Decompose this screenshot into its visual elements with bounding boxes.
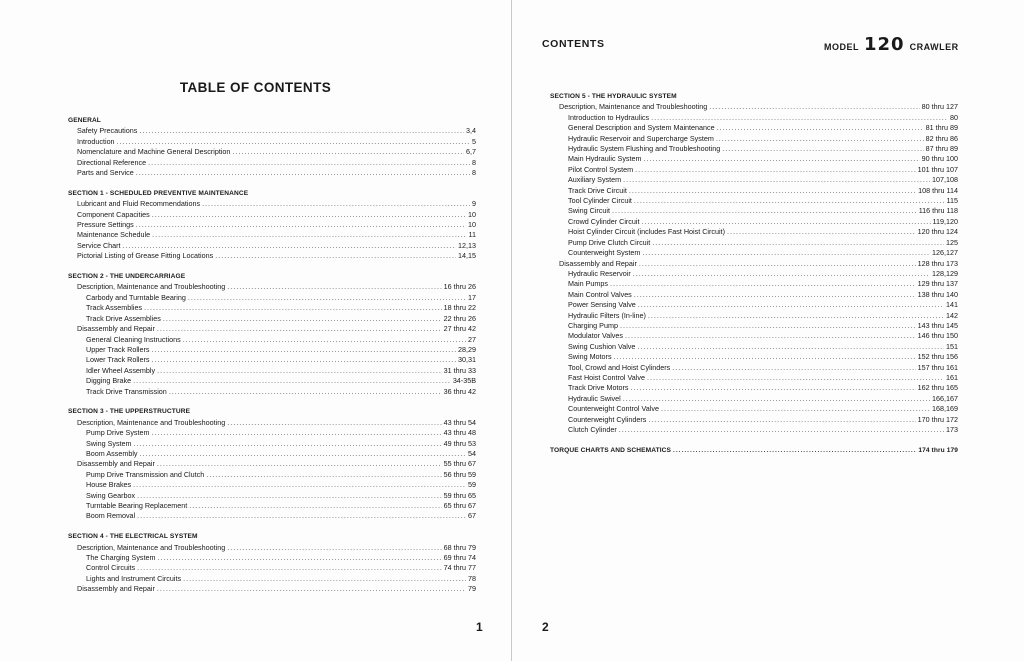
leader-dots <box>206 470 441 480</box>
toc-entry <box>550 342 958 352</box>
toc-entry-label: Turntable Bearing Replacement <box>86 500 188 510</box>
toc-entry-page: 14,15 <box>458 251 476 261</box>
toc-entry-label: Track Drive Assemblies <box>86 313 161 323</box>
model-number: 120 <box>864 34 905 55</box>
leader-dots <box>133 480 466 490</box>
toc-entry <box>68 428 476 438</box>
leader-dots <box>610 279 916 289</box>
toc-entry <box>68 126 476 136</box>
leader-dots <box>140 449 466 459</box>
toc-entry <box>68 449 476 459</box>
toc-entry-label: Swing Circuit <box>568 206 610 216</box>
toc-entry <box>68 168 476 178</box>
toc-entry-page: 107,108 <box>932 175 958 185</box>
toc-entry-label: Swing Cushion Valve <box>568 341 636 351</box>
right-page <box>512 0 1024 661</box>
toc-entry <box>550 269 958 279</box>
toc-entry-page: 8 <box>472 168 476 178</box>
leader-dots <box>612 206 917 216</box>
toc-entry-label: Pictorial Listing of Grease Fitting Locations <box>77 251 214 261</box>
toc-entry <box>68 335 476 345</box>
toc-entry-page: 6,7 <box>466 147 476 157</box>
toc-entry-page: 11 <box>468 230 476 240</box>
toc-entry <box>68 470 476 480</box>
toc-entry-label: Pump Drive Clutch Circuit <box>568 237 651 247</box>
toc-entry <box>68 345 476 355</box>
toc-entry-label: Directional Reference <box>77 157 147 167</box>
toc-entry-label: Boom Assembly <box>86 448 138 458</box>
leader-dots <box>652 238 944 248</box>
leader-dots <box>227 418 441 428</box>
toc-entry-label: Disassembly and Repair <box>77 324 155 334</box>
toc-entry <box>550 196 958 206</box>
toc-entry-page: 16 thru 26 <box>443 282 476 292</box>
toc-entry-label: Hydraulic Swivel <box>568 393 621 403</box>
toc-entry-label: Disassembly and Repair <box>77 459 155 469</box>
toc-entry <box>550 186 958 196</box>
leader-dots <box>614 352 916 362</box>
leader-dots <box>651 113 948 123</box>
toc-entry-page: 115 <box>946 196 958 206</box>
toc-entry-page: 128 thru 173 <box>917 258 958 268</box>
toc-entry-page: 9 <box>472 199 476 209</box>
toc-entry-page: 65 thru 67 <box>443 500 476 510</box>
toc-entry-page: 78 <box>468 573 476 583</box>
toc-entry-label: Description, Maintenance and Troubleshooting <box>77 282 226 292</box>
toc-entry-page: 173 <box>946 425 958 434</box>
leader-dots <box>642 248 930 258</box>
toc-entry-label: General Cleaning Instructions <box>86 334 181 344</box>
leader-dots <box>152 210 466 220</box>
toc-entry <box>68 158 476 168</box>
toc-entry-label: Boom Removal <box>86 511 136 521</box>
toc-entry-label: Pressure Settings <box>77 220 134 230</box>
toc-entry-page: 162 thru 165 <box>917 383 958 393</box>
toc-entry-page: 125 <box>946 237 958 247</box>
toc-entry-label: Swing Motors <box>568 352 612 362</box>
toc-entry-label: Tool, Crowd and Hoist Cylinders <box>568 362 671 372</box>
toc-entry <box>550 425 958 435</box>
toc-entry <box>550 102 958 112</box>
leader-dots <box>635 165 916 175</box>
toc-entry <box>550 175 958 185</box>
toc-entry <box>550 206 958 216</box>
leader-dots <box>152 230 466 240</box>
toc-entry <box>68 459 476 469</box>
toc-entry <box>68 553 476 563</box>
toc-entry-label: Track Assemblies <box>86 303 143 313</box>
toc-entry-label: Swing Gearbox <box>86 490 136 500</box>
toc-entry <box>68 282 476 292</box>
toc-entry-page: 166,167 <box>932 393 958 403</box>
toc-entry-page: 90 thru 100 <box>921 154 958 164</box>
toc-entry-page: 138 thru 140 <box>917 289 958 299</box>
toc-entry-label: Track Drive Motors <box>568 383 629 393</box>
leader-dots <box>634 290 916 300</box>
leader-dots <box>157 366 442 376</box>
toc-entry <box>550 404 958 414</box>
leader-dots <box>648 415 915 425</box>
toc-entry <box>68 199 476 209</box>
leader-dots <box>634 196 945 206</box>
leader-dots <box>619 425 944 435</box>
leader-dots <box>136 220 466 230</box>
toc-entry-label: Pump Drive System <box>86 428 150 438</box>
toc-entry-label: Idler Wheel Assembly <box>86 365 156 375</box>
toc-entry <box>550 415 958 425</box>
leader-dots <box>134 439 442 449</box>
leader-dots <box>647 373 944 383</box>
toc-entry <box>68 366 476 376</box>
leader-dots <box>144 303 442 313</box>
section-heading: SECTION 3 - THE UPPERSTRUCTURE <box>68 408 191 416</box>
toc-entry-label: Main Control Valves <box>568 289 632 299</box>
page-number-right: 2 <box>542 620 549 634</box>
toc-entry-page: 74 thru 77 <box>443 563 476 573</box>
leader-dots <box>188 293 466 303</box>
toc-entry-label: Service Chart <box>77 240 121 250</box>
toc-entry-page: 87 thru 89 <box>925 144 958 154</box>
toc-entry-page: 31 thru 33 <box>443 365 476 375</box>
leader-dots <box>227 282 441 292</box>
toc-entry-label: Lower Track Rollers <box>86 355 150 365</box>
leader-dots <box>620 321 916 331</box>
toc-entry-page: 82 thru 86 <box>925 133 958 143</box>
toc-entry-label: Fast Hoist Control Valve <box>568 372 645 382</box>
toc-entry-page: 170 thru 172 <box>917 414 958 424</box>
toc-entry-page: 119,120 <box>932 216 958 226</box>
toc-entry <box>68 501 476 511</box>
toc-entry <box>550 259 958 269</box>
toc-entry-label: Lights and Instrument Circuits <box>86 573 182 583</box>
toc-entry-label: Pilot Control System <box>568 164 634 174</box>
running-header-model <box>824 34 959 55</box>
toc-entry-label: Counterweight Control Valve <box>568 404 659 414</box>
toc-entry-label: Track Drive Transmission <box>86 386 167 396</box>
toc-entry-page: 5 <box>472 136 476 146</box>
toc-entry-page: 3,4 <box>466 126 476 136</box>
toc-entry-page: 27 thru 42 <box>443 324 476 334</box>
leader-dots <box>623 394 930 404</box>
leader-dots <box>157 324 442 334</box>
toc-entry-label: Track Drive Circuit <box>568 185 627 195</box>
toc-entry <box>550 165 958 175</box>
leader-dots <box>661 404 930 414</box>
toc-entry-label: Charging Pump <box>568 320 618 330</box>
leader-dots <box>642 217 931 227</box>
leader-dots <box>716 134 924 144</box>
leader-dots <box>638 300 944 310</box>
running-header-contents: CONTENTS <box>542 38 605 50</box>
model-type: CRAWLER <box>909 42 959 52</box>
leader-dots <box>158 553 442 563</box>
leader-dots <box>123 241 456 251</box>
toc-entry <box>550 248 958 258</box>
toc-entry-page: 143 thru 145 <box>917 320 958 330</box>
toc-entry-page: 157 thru 161 <box>917 362 958 372</box>
toc-entry-page: 101 thru 107 <box>917 164 958 174</box>
leader-dots <box>215 251 456 261</box>
toc-entry <box>550 144 958 154</box>
leader-dots <box>227 543 441 553</box>
leader-dots <box>709 102 919 112</box>
toc-entry-label: Tool Cylinder Circuit <box>568 196 632 206</box>
toc-entry-page: 146 thru 150 <box>917 331 958 341</box>
toc-entry-label: Hydraulic Filters (In-line) <box>568 310 646 320</box>
toc-entry-label: Counterweight Cylinders <box>568 414 647 424</box>
toc-entry-page: 80 thru 127 <box>921 102 958 112</box>
left-page <box>0 0 511 661</box>
toc-entry-label: Swing System <box>86 438 132 448</box>
leader-dots <box>639 259 916 269</box>
toc-entry-page: 43 thru 54 <box>443 417 476 427</box>
toc-entry-page: 126,127 <box>932 248 958 258</box>
toc-entry-page: 68 thru 79 <box>443 542 476 552</box>
toc-entry-label: TORQUE CHARTS AND SCHEMATICS <box>550 446 672 454</box>
toc-entry-label: Digging Brake <box>86 376 132 386</box>
leader-dots <box>163 314 442 324</box>
toc-entry-page: 43 thru 48 <box>443 428 476 438</box>
toc-entry-label: Disassembly and Repair <box>77 584 155 594</box>
toc-entry <box>68 355 476 365</box>
toc-entry-label: The Charging System <box>86 553 156 562</box>
toc-entry-label: Hydraulic Reservoir and Supercharge System <box>568 133 714 143</box>
section-heading: SECTION 5 - THE HYDRAULIC SYSTEM <box>550 93 677 100</box>
leader-dots <box>727 227 916 237</box>
leader-dots <box>672 363 915 373</box>
toc-entry-label: Maintenance Schedule <box>77 230 151 240</box>
toc-entry-page: 152 thru 156 <box>917 352 958 362</box>
leader-dots <box>183 335 466 345</box>
section-heading: SECTION 4 - THE ELECTRICAL SYSTEM <box>68 533 198 541</box>
toc-entry-label: Modulator Valves <box>568 331 623 341</box>
toc-entry-page: 128,129 <box>932 268 958 278</box>
toc-entry <box>550 113 958 123</box>
toc-entry <box>68 376 476 386</box>
toc-entry-label: Disassembly and Repair <box>559 258 637 268</box>
section-heading: GENERAL <box>68 117 101 124</box>
table-of-contents-left <box>68 116 476 595</box>
toc-entry <box>68 147 476 157</box>
toc-entry-label: Description, Maintenance and Troubleshooting <box>559 102 708 112</box>
toc-entry-page: 30,31 <box>458 355 476 365</box>
model-word: MODEL <box>824 42 859 52</box>
toc-entry <box>550 311 958 321</box>
toc-entry <box>68 241 476 251</box>
toc-entry-label: Auxiliary System <box>568 175 622 185</box>
section-heading: SECTION 2 - THE UNDERCARRIAGE <box>68 273 186 281</box>
toc-entry-label: General Description and System Maintenance <box>568 123 715 133</box>
leader-dots <box>189 501 441 511</box>
toc-entry <box>550 321 958 331</box>
leader-dots <box>137 563 441 573</box>
toc-entry <box>550 373 958 383</box>
toc-entry <box>68 314 476 324</box>
toc-entry-page: 55 thru 67 <box>443 459 476 469</box>
toc-entry-label: Upper Track Rollers <box>86 344 150 354</box>
toc-entry <box>550 394 958 404</box>
page-title: TABLE OF CONTENTS <box>179 80 332 95</box>
section-heading: SECTION 1 - SCHEDULED PREVENTIVE MAINTENANCE <box>68 189 249 197</box>
toc-entry-page: 116 thru 118 <box>918 206 958 216</box>
toc-entry <box>68 543 476 553</box>
toc-entry <box>550 123 958 133</box>
leader-dots <box>630 383 915 393</box>
toc-entry-page: 8 <box>472 157 476 167</box>
toc-entry-label: Introduction <box>77 136 115 146</box>
toc-entry-label: Pump Drive Transmission and Clutch <box>86 469 205 479</box>
toc-entry-label: Main Pumps <box>568 279 608 289</box>
toc-entry-label: Parts and Service <box>77 168 134 178</box>
toc-entry <box>68 387 476 397</box>
toc-entry-label: Clutch Cylinder <box>568 425 617 434</box>
toc-entry-label: Nomenclature and Machine General Description <box>77 147 231 157</box>
leader-dots <box>629 186 916 196</box>
toc-entry <box>550 300 958 310</box>
toc-entry <box>68 511 476 521</box>
leader-dots <box>232 147 464 157</box>
toc-entry-page: 12,13 <box>458 240 476 250</box>
toc-entry <box>68 563 476 573</box>
leader-dots <box>136 168 470 178</box>
toc-entry <box>550 238 958 248</box>
toc-entry-page: 27 <box>468 334 476 344</box>
toc-entry <box>550 352 958 362</box>
toc-entry <box>68 137 476 147</box>
toc-entry-label: Introduction to Hydraulics <box>568 112 650 122</box>
toc-entry <box>68 439 476 449</box>
toc-entry <box>68 303 476 313</box>
leader-dots <box>644 154 920 164</box>
toc-entry <box>550 134 958 144</box>
toc-entry <box>550 227 958 237</box>
toc-entry <box>68 293 476 303</box>
toc-entry-label: Description, Maintenance and Troubleshooting <box>77 542 226 552</box>
toc-entry-label: Control Circuits <box>86 563 136 573</box>
toc-entry-label: Safety Precautions <box>77 126 138 136</box>
toc-entry-page: 79 <box>468 584 476 594</box>
leader-dots <box>169 387 442 397</box>
toc-entry-page: 34-35B <box>452 376 476 386</box>
toc-entry-page: 56 thru 59 <box>443 469 476 479</box>
leader-dots <box>137 511 466 521</box>
leader-dots <box>117 137 470 147</box>
toc-entry-page: 28,29 <box>458 344 476 354</box>
toc-entry-page: 108 thru 114 <box>918 185 958 195</box>
toc-entry-page: 59 thru 65 <box>443 490 476 500</box>
leader-dots <box>623 175 930 185</box>
toc-entry-page: 10 <box>468 220 476 230</box>
toc-entry-page: 120 thru 124 <box>917 227 958 237</box>
toc-entry <box>68 324 476 334</box>
leader-dots <box>152 428 442 438</box>
leader-dots <box>152 355 456 365</box>
toc-entry <box>68 418 476 428</box>
toc-entry-label: Hoist Cylinder Circuit (includes Fast Hoist Circuit) <box>568 227 725 237</box>
toc-entry-label: Carbody and Turntable Bearing <box>86 292 186 302</box>
leader-dots <box>133 376 451 386</box>
leader-dots <box>648 311 944 321</box>
toc-entry <box>550 383 958 393</box>
toc-entry-label: Component Capacities <box>77 209 150 219</box>
toc-entry <box>68 584 476 594</box>
toc-entry-page: 17 <box>468 292 476 302</box>
toc-entry-page: 142 <box>946 310 958 320</box>
toc-entry <box>68 251 476 261</box>
leader-dots <box>148 158 470 168</box>
toc-entry-label: Power Sensing Valve <box>568 300 636 310</box>
toc-entry-label: Lubricant and Fluid Recommendations <box>77 199 201 209</box>
leader-dots <box>722 144 923 154</box>
toc-entry <box>550 217 958 227</box>
toc-entry <box>550 279 958 289</box>
toc-entry-page: 129 thru 137 <box>917 279 958 289</box>
toc-entry-label: Hydraulic Reservoir <box>568 268 631 278</box>
leader-dots <box>633 269 930 279</box>
toc-entry-page: 49 thru 53 <box>443 438 476 448</box>
leader-dots <box>637 342 944 352</box>
toc-entry-page: 10 <box>468 209 476 219</box>
leader-dots <box>673 446 916 456</box>
toc-entry-page: 22 thru 26 <box>443 313 476 323</box>
toc-entry <box>550 363 958 373</box>
toc-entry <box>68 220 476 230</box>
toc-entry <box>68 480 476 490</box>
leader-dots <box>157 584 466 594</box>
toc-entry-page: 59 <box>468 480 476 490</box>
toc-entry-label: Hydraulic System Flushing and Troubleshooting <box>568 144 721 154</box>
toc-entry-label: House Brakes <box>86 480 132 490</box>
toc-entry-label: Main Hydraulic System <box>568 154 642 164</box>
toc-entry-page: 161 <box>946 372 958 382</box>
toc-entry-page: 141 <box>946 300 958 310</box>
toc-entry <box>68 491 476 501</box>
leader-dots <box>717 123 924 133</box>
toc-entry <box>550 154 958 164</box>
leader-dots <box>139 126 464 136</box>
toc-entry-page: 168,169 <box>932 404 958 414</box>
toc-entry-page: 67 <box>468 511 476 521</box>
toc-entry-page: 36 thru 42 <box>443 386 476 396</box>
toc-entry-page: 80 <box>950 112 958 122</box>
section-heading-row <box>550 446 958 456</box>
leader-dots <box>157 459 442 469</box>
toc-entry-label: Counterweight System <box>568 248 641 258</box>
toc-entry-page: 81 thru 89 <box>925 123 958 133</box>
leader-dots <box>152 345 456 355</box>
toc-entry-label: Crowd Cylinder Circuit <box>568 216 640 226</box>
toc-entry-page: 18 thru 22 <box>443 303 476 313</box>
toc-entry-page: 54 <box>468 448 476 458</box>
toc-entry <box>68 574 476 584</box>
table-of-contents-right <box>550 92 958 456</box>
leader-dots <box>625 331 916 341</box>
toc-entry <box>550 331 958 341</box>
leader-dots <box>202 199 470 209</box>
toc-entry-label: Description, Maintenance and Troubleshooting <box>77 417 226 427</box>
toc-entry-page: 151 <box>946 341 958 351</box>
page-number-left: 1 <box>476 620 483 634</box>
toc-entry-page: 69 thru 74 <box>443 553 476 562</box>
toc-entry <box>68 210 476 220</box>
leader-dots <box>137 491 441 501</box>
toc-entry <box>550 290 958 300</box>
toc-entry <box>68 230 476 240</box>
leader-dots <box>183 574 466 584</box>
toc-entry-page: 174 thru 179 <box>918 446 958 454</box>
